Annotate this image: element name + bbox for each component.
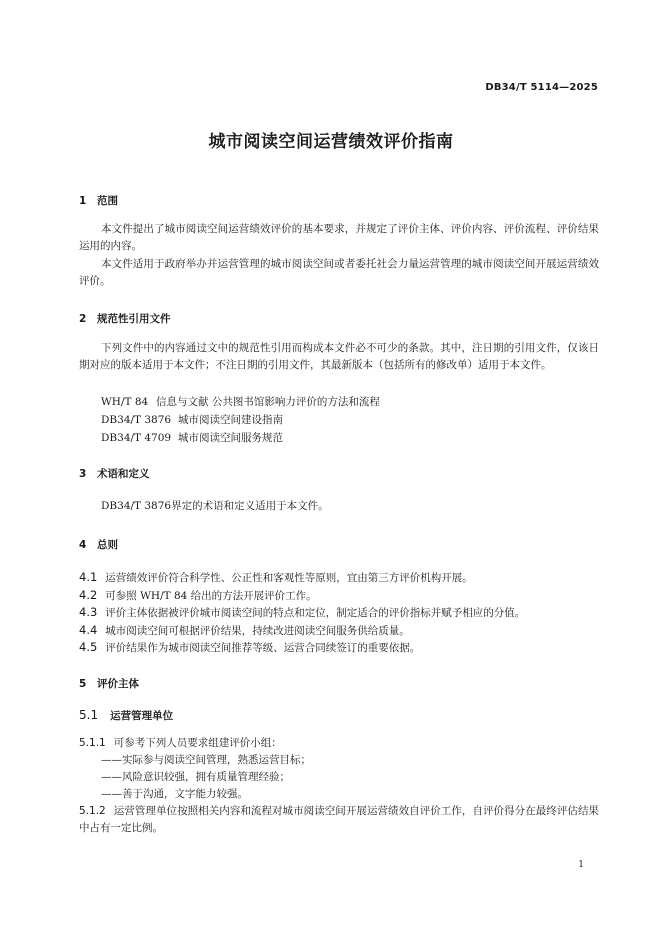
reference-title: 城市阅读空间服务规范 [178,432,283,444]
subsection-title: 运营管理单位 [110,710,174,722]
reference-code: DB34/T 4709 [101,432,172,444]
dash-list-item: ——风险意识较强，拥有质量管理经验； [101,771,290,783]
reference-code: DB34/T 3876 [101,414,172,426]
reference-item [101,412,283,429]
clause-number: 4.4 [79,623,98,637]
clause-4-4 [79,622,599,640]
section-title: 评价主体 [97,678,139,690]
clause-text: 可参照 WH/T 84 给出的方法开展评价工作。 [105,590,317,602]
section-title: 规范性引用文件 [97,313,171,325]
clause-number: 5.1.2 [79,805,106,817]
reference-title: 信息与文献 公共图书馆影响力评价的方法和流程 [156,396,380,408]
section-5-heading [79,676,139,691]
section-1-paragraph-2: 本文件适用于政府举办并运营管理的城市阅读空间或者委托社会力量运营管理的城市阅读空间开展运营绩效评价。 [79,258,599,287]
reference-item [101,430,283,447]
document-title: 城市阅读空间运营绩效评价指南 [208,132,454,152]
clause-5-1-1 [79,735,599,752]
section-2-paragraph-1: 下列文件中的内容通过文中的规范性引用而构成本文件必不可少的条款。其中，注日期的引用文件，仅该日期对应的版本适用于本文件；不注日期的引用文件，其最新版本（包括所有的修改单）适用于本文件。 [79,342,599,371]
clause-text: 评价主体依据被评价城市阅读空间的特点和定位，制定适合的评价指标并赋予相应的分值。 [105,607,526,619]
clause-4-1 [79,569,599,587]
clause-5-1-2 [79,803,599,837]
clause-4-5 [79,639,599,657]
section-number: 4 [79,539,87,551]
clause-number: 4.5 [79,640,98,654]
clause-number: 5.1.1 [79,737,106,749]
reference-title: 城市阅读空间建设指南 [178,414,283,426]
clause-text: 运营管理单位按照相关内容和流程对城市阅读空间开展运营绩效自评价工作，自评价得分在最终评估结果中占有一定比例。 [79,805,599,834]
clause-text: 城市阅读空间可根据评价结果，持续改进阅读空间服务供给质量。 [105,625,410,637]
section-title: 总则 [97,539,118,551]
clause-text: 可参考下列人员要求组建评价小组： [113,737,282,749]
subsection-5-1-heading [79,708,173,723]
clause-4-2 [79,587,599,605]
subsection-number: 5.1 [79,708,99,722]
clause-text: 运营绩效评价符合科学性、公正性和客观性等原则，宜由第三方评价机构开展。 [105,572,473,584]
clause-number: 4.3 [79,605,98,619]
clause-4-3 [79,604,599,622]
dash-list-item: ——善于沟通，文字能力较强。 [101,788,248,800]
section-1-paragraph-1: 本文件提出了城市阅读空间运营绩效评价的基本要求，并规定了评价主体、评价内容、评价流程、评价结果运用的内容。 [79,223,599,252]
section-1-heading [79,193,118,208]
page-number: 1 [578,860,584,870]
section-number: 3 [79,468,87,480]
dash-list-item: ——实际参与阅读空间管理，熟悉运营目标； [101,754,311,766]
section-title: 术语和定义 [97,468,150,480]
section-3-paragraph-1: DB34/T 3876界定的术语和定义适用于本文件。 [101,500,329,512]
reference-code: WH/T 84 [101,396,149,408]
reference-item [101,394,380,411]
section-title: 范围 [97,195,118,207]
section-3-heading [79,466,150,481]
section-number: 1 [79,195,87,207]
clause-number: 4.1 [79,570,98,584]
section-4-heading [79,537,118,552]
section-number: 2 [79,313,87,325]
clause-number: 4.2 [79,588,98,602]
clause-text: 评价结果作为城市阅读空间推荐等级、运营合同续签订的重要依据。 [105,642,421,654]
section-2-heading [79,311,171,326]
section-number: 5 [79,678,87,690]
standard-code: DB34/T 5114—2025 [485,82,598,93]
